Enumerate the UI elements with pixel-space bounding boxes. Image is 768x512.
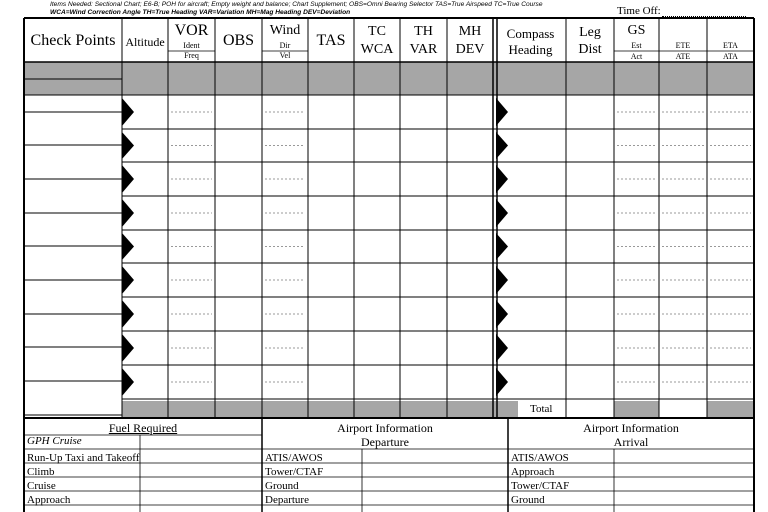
header-eta: ETA	[723, 41, 738, 50]
header-leg: Leg	[579, 25, 601, 40]
notes-line-1: Items Needed: Sectional Chart; E6-B; POH for aircraft; Empty weight and balance; Chart Supplement; OBS=Omni Bearing Selector TAS=True Airspeed TC=True Course	[50, 1, 543, 8]
header-vor-freq: Freq	[184, 51, 199, 60]
gph-cruise-label: GPH Cruise	[27, 435, 82, 447]
arrival-row-atis: ATIS/AWOS	[511, 452, 569, 464]
header-wind-dir: Dir	[279, 41, 291, 50]
left-arrow-2-icon	[122, 165, 134, 193]
departure-row-ground: Ground	[265, 480, 299, 492]
header-tas: TAS	[316, 32, 346, 49]
left-arrow-7-icon	[122, 334, 134, 362]
fuel-row-climb: Climb	[27, 466, 55, 478]
time-off-label: Time Off:	[617, 5, 661, 17]
header-heading: Heading	[508, 42, 553, 57]
header-vor: VOR	[174, 22, 209, 39]
right-arrow-6-icon	[496, 300, 508, 328]
header-wind: Wind	[269, 23, 301, 38]
right-arrow-0-icon	[496, 98, 508, 126]
header-altitude: Altitude	[125, 35, 165, 49]
arrival-title: Airport Information Arrival	[583, 421, 679, 449]
departure-title: Airport Information Departure	[337, 421, 433, 449]
header-gs: GS	[627, 23, 646, 38]
right-arrow-5-icon	[496, 266, 508, 294]
total-label: Total	[530, 403, 553, 415]
header-th: TH	[414, 24, 433, 39]
header-ata: ATA	[723, 52, 738, 61]
header-dev: DEV	[455, 42, 485, 57]
header-wca: WCA	[360, 42, 394, 57]
left-arrow-0-icon	[122, 98, 134, 126]
right-arrow-2-icon	[496, 165, 508, 193]
fuel-row-runup: Run-Up Taxi and Takeoff	[27, 452, 140, 464]
arrival-row-approach: Approach	[511, 466, 555, 478]
header-gs-est: Est	[631, 41, 642, 50]
header-check-points: Check Points	[30, 32, 116, 49]
fuel-row-cruise: Cruise	[27, 480, 56, 492]
arrival-row-tower: Tower/CTAF	[511, 480, 570, 492]
header-gray-band	[24, 62, 754, 95]
header-tc: TC	[368, 24, 386, 39]
right-arrow-1-icon	[496, 132, 508, 159]
header-vor-ident: Ident	[183, 41, 200, 50]
left-arrow-8-icon	[122, 368, 134, 396]
departure-row-atis: ATIS/AWOS	[265, 452, 323, 464]
total-gray-gs	[614, 401, 659, 418]
header-var: VAR	[409, 42, 438, 57]
arrival-row-ground: Ground	[511, 494, 545, 506]
header-ete: ETE	[675, 41, 691, 50]
total-gray-left	[122, 401, 518, 418]
total-gray-eta	[707, 401, 754, 418]
header-ate: ATE	[675, 52, 691, 61]
fuel-required-title: Fuel Required	[108, 421, 178, 435]
header-gs-act: Act	[630, 52, 643, 61]
header-obs: OBS	[222, 32, 255, 49]
header-compass: Compass	[506, 26, 555, 41]
departure-row-departure: Departure	[265, 494, 309, 506]
departure-row-tower: Tower/CTAF	[265, 466, 324, 478]
left-arrow-6-icon	[122, 300, 134, 328]
left-arrow-1-icon	[122, 132, 134, 159]
right-arrow-4-icon	[496, 233, 508, 260]
fuel-row-approach: Approach	[27, 494, 71, 506]
right-arrow-3-icon	[496, 199, 508, 227]
left-arrow-5-icon	[122, 266, 134, 294]
header-dist: Dist	[578, 42, 602, 57]
left-arrow-4-icon	[122, 233, 134, 260]
header-mh: MH	[458, 24, 482, 39]
notes-line-2: WCA=Wind Correction Angle TH=True Heading VAR=Variation MH=Mag Heading DEV=Deviation	[50, 9, 351, 16]
header-wind-vel: Vel	[279, 51, 291, 60]
right-arrow-8-icon	[496, 368, 508, 396]
left-arrow-3-icon	[122, 199, 134, 227]
right-arrow-7-icon	[496, 334, 508, 362]
